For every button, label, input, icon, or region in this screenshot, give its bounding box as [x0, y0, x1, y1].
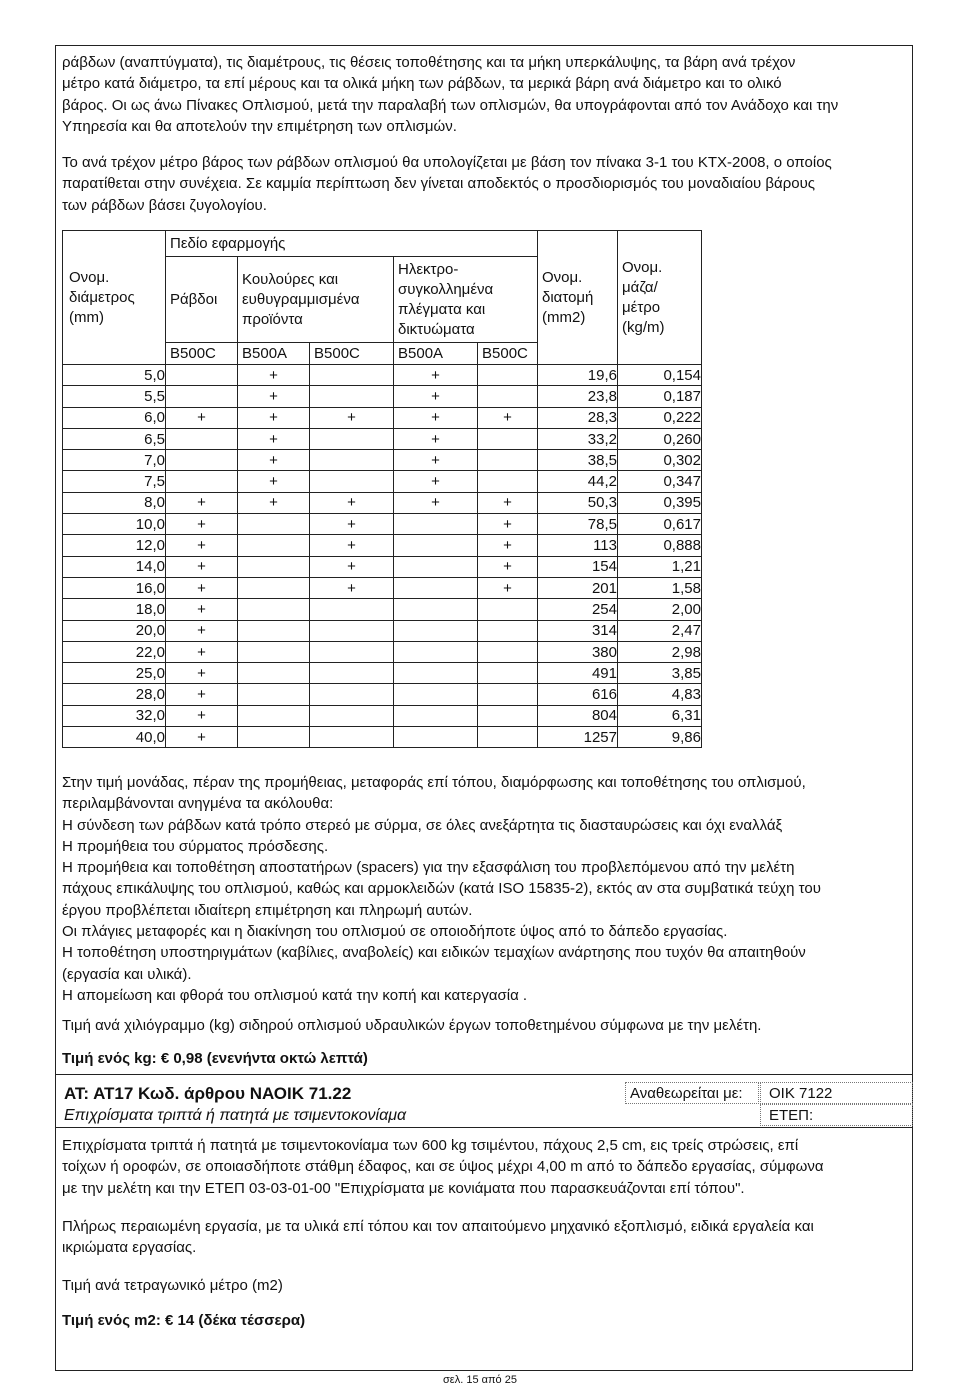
- table-cell: 16,0: [63, 577, 166, 598]
- unit-price-m2-text: Τιμή ανά τετραγωνικό μέτρο (m2): [62, 1277, 283, 1294]
- table-cell: [394, 556, 478, 577]
- table-cell: +: [238, 386, 310, 407]
- table-cell: 0,347: [618, 471, 702, 492]
- text-line: παρατίθεται στην συνέχεια. Σε καμμία περίπτωση δεν γίνεται αποδεκτός ο προσδιορισμός του μοναδιαίου βάρους: [62, 175, 816, 193]
- table-cell: +: [394, 428, 478, 449]
- table-cell: [394, 599, 478, 620]
- unit-price-kg-text: Τιμή ανά χιλιόγραμμο (kg) σιδηρού οπλισμού υδραυλικών έργων τοποθετημένου σύμφωνα με την μελέτη.: [62, 1017, 762, 1034]
- table-cell: [478, 386, 538, 407]
- text-line: έργου προβλέπεται ιδιαίτερη επιμέτρηση και πληρωμή αυτών.: [62, 901, 473, 919]
- table-cell: 50,3: [538, 492, 618, 513]
- table-cell: 28,0: [63, 684, 166, 705]
- text-line: Η προμήθεια του σύρματος πρόσδεσης.: [62, 837, 329, 855]
- table-cell: 0,222: [618, 407, 702, 428]
- table-cell: 78,5: [538, 514, 618, 535]
- divider: [55, 1127, 913, 1128]
- table-cell: 5,5: [63, 386, 166, 407]
- table-cell: +: [166, 684, 238, 705]
- table-cell: +: [394, 492, 478, 513]
- table-cell: 113: [538, 535, 618, 556]
- table-cell: 8,0: [63, 492, 166, 513]
- table-cell: [310, 705, 394, 726]
- table-cell: +: [166, 620, 238, 641]
- table-cell: 7,5: [63, 471, 166, 492]
- table-cell: +: [394, 365, 478, 386]
- table-cell: [310, 620, 394, 641]
- table-cell: 491: [538, 663, 618, 684]
- table-cell: [166, 386, 238, 407]
- table-cell: [478, 599, 538, 620]
- table-row: [63, 450, 702, 471]
- table-cell: [394, 535, 478, 556]
- header-mesh: Ηλεκτρο-συγκολλημένα πλέγματα και δικτυώματα: [394, 257, 538, 343]
- table-cell: 380: [538, 641, 618, 662]
- header-rods: Ράβδοι: [166, 257, 238, 343]
- table-cell: [394, 514, 478, 535]
- table-cell: 2,00: [618, 599, 702, 620]
- table-row: [63, 514, 702, 535]
- text-line: Στην τιμή μονάδας, πέραν της προμήθειας, μεταφοράς επί τόπου, διαμόρφωσης και τοποθέτησης του οπλισμού,: [62, 774, 806, 791]
- table-cell: 20,0: [63, 620, 166, 641]
- table-cell: 14,0: [63, 556, 166, 577]
- text-line: των ράβδων βάσει ζυγολογίου.: [62, 196, 267, 214]
- table-cell: 6,0: [63, 407, 166, 428]
- text-line: Το ανά τρέχον μέτρο βάρος των ράβδων οπλισμού θα υπολογίζεται με βάση τον πίνακα 3-1 του ΚΤΧ-2008, ο οποίος: [62, 154, 832, 171]
- table-cell: [166, 450, 238, 471]
- grade-label: B500C: [478, 343, 538, 365]
- table-cell: 7,0: [63, 450, 166, 471]
- table-cell: [478, 365, 538, 386]
- table-cell: [310, 727, 394, 748]
- table-row: [63, 663, 702, 684]
- table-cell: +: [166, 641, 238, 662]
- table-cell: [478, 727, 538, 748]
- table-row: [63, 599, 702, 620]
- table-cell: [310, 450, 394, 471]
- grade-label: B500A: [394, 343, 478, 365]
- text-line: με την μελέτη και την ΕΤΕΠ 03-03-01-00 "Επιχρίσματα με κονιάματα που παρασκευάζονται επί τόπου".: [62, 1179, 745, 1197]
- table-cell: +: [238, 428, 310, 449]
- table-cell: 1257: [538, 727, 618, 748]
- header-coils: Κουλούρες και ευθυγραμμισμένα προϊόντα: [238, 257, 394, 343]
- table-cell: [238, 620, 310, 641]
- table-row: [63, 365, 702, 386]
- table-cell: 6,5: [63, 428, 166, 449]
- table-cell: 19,6: [538, 365, 618, 386]
- complete-work-paragraph: [62, 1216, 902, 1259]
- text-line: πάχους επικάλυψης του οπλισμού, καθώς και αρμοκλειδών (κατά ISO 15835-2), εκτός αν στα συμβατικά τεύχη του: [62, 880, 821, 898]
- text-line: ικριώματα εργασίας.: [62, 1239, 197, 1257]
- table-cell: 0,154: [618, 365, 702, 386]
- table-cell: +: [166, 705, 238, 726]
- table-cell: [478, 705, 538, 726]
- table-cell: +: [478, 577, 538, 598]
- table-cell: [310, 386, 394, 407]
- page-number: σελ. 15 από 25: [443, 1374, 517, 1386]
- table-cell: [238, 727, 310, 748]
- table-cell: 0,617: [618, 514, 702, 535]
- revised-code: ΟΙΚ 7122: [760, 1082, 913, 1104]
- table-cell: [478, 641, 538, 662]
- text-line: (εργασία και υλικά).: [62, 965, 192, 983]
- table-cell: [310, 641, 394, 662]
- table-cell: +: [310, 577, 394, 598]
- table-cell: +: [166, 727, 238, 748]
- article-description: [62, 1135, 902, 1199]
- revised-label: Αναθεωρείται με:: [625, 1082, 759, 1104]
- text-line: Η προμήθεια και τοποθέτηση αποστατήρων (spacers) για την εξασφάλιση του προβλεπόμενου από την μελέτη: [62, 859, 795, 877]
- table-cell: [166, 428, 238, 449]
- table-cell: +: [166, 535, 238, 556]
- table-cell: [394, 684, 478, 705]
- table-cell: 0,260: [618, 428, 702, 449]
- table-cell: 12,0: [63, 535, 166, 556]
- table-cell: [238, 663, 310, 684]
- table-row: [63, 535, 702, 556]
- intro-paragraph: [62, 52, 902, 137]
- divider: [55, 1074, 913, 1075]
- table-cell: [478, 620, 538, 641]
- table-cell: +: [310, 492, 394, 513]
- table-cell: +: [166, 492, 238, 513]
- table-row: [63, 705, 702, 726]
- table-cell: 32,0: [63, 705, 166, 726]
- table-cell: 804: [538, 705, 618, 726]
- table-cell: [394, 641, 478, 662]
- table-row: [63, 727, 702, 748]
- table-cell: 33,2: [538, 428, 618, 449]
- table-cell: 28,3: [538, 407, 618, 428]
- table-cell: [238, 535, 310, 556]
- table-cell: [394, 577, 478, 598]
- text-line: βάρος. Οι ως άνω Πίνακες Οπλισμού, μετά την παραλαβή των οπλισμών, θα υπογράφονται από τον Ανάδοχο και την: [62, 96, 839, 114]
- price-kg: Τιμή ενός kg: € 0,98 (ενενήντα οκτώ λεπτά): [62, 1050, 368, 1067]
- table-cell: [238, 684, 310, 705]
- text-line: Οι πλάγιες μεταφορές και η διακίνηση του οπλισμού σε οποιοδήποτε ύψος από το δάπεδο εργασίας.: [62, 923, 728, 941]
- includes-paragraph: [62, 772, 902, 1006]
- table-row: [63, 641, 702, 662]
- table-cell: [478, 450, 538, 471]
- table-cell: [238, 556, 310, 577]
- text-line: Η απομείωση και φθορά του οπλισμού κατά την κοπή και κατεργασία .: [62, 986, 528, 1004]
- table-row: [63, 471, 702, 492]
- table-row: [63, 620, 702, 641]
- table-cell: 0,395: [618, 492, 702, 513]
- table-cell: +: [394, 407, 478, 428]
- text-line: Η σύνδεση των ράβδων κατά τρόπο στερεό με σύρμα, σε όλες ανεξάρτητα τις διασταυρώσεις και όχι εναλλάξ: [62, 816, 783, 834]
- table-cell: +: [166, 663, 238, 684]
- table-row: [63, 407, 702, 428]
- table-cell: +: [478, 492, 538, 513]
- table-cell: +: [238, 365, 310, 386]
- table-cell: [394, 663, 478, 684]
- table-cell: +: [478, 514, 538, 535]
- table-cell: +: [394, 471, 478, 492]
- header-scope: Πεδίο εφαρμογής: [166, 231, 538, 257]
- table-cell: +: [310, 514, 394, 535]
- table-row: [63, 556, 702, 577]
- etep-label: ΕΤΕΠ:: [760, 1104, 913, 1126]
- table-cell: 1,21: [618, 556, 702, 577]
- table-cell: 0,302: [618, 450, 702, 471]
- table-cell: 22,0: [63, 641, 166, 662]
- table-cell: +: [238, 450, 310, 471]
- table-cell: [238, 514, 310, 535]
- text-line: Επιχρίσματα τριπτά ή πατητά με τσιμεντοκονίαμα των 600 kg τσιμέντου, πάχους 2,5 cm, εις τρείς στρώσεις, επί: [62, 1137, 799, 1154]
- table-cell: 9,86: [618, 727, 702, 748]
- table-cell: 314: [538, 620, 618, 641]
- table-cell: 25,0: [63, 663, 166, 684]
- table-cell: 3,85: [618, 663, 702, 684]
- article-subtitle: Επιχρίσματα τριπτά ή πατητά με τσιμεντοκονίαμα: [64, 1107, 407, 1124]
- price-m2: Τιμή ενός m2: € 14 (δέκα τέσσερα): [62, 1312, 306, 1329]
- table-cell: [310, 471, 394, 492]
- table-cell: +: [238, 492, 310, 513]
- table-cell: +: [238, 407, 310, 428]
- table-cell: 0,187: [618, 386, 702, 407]
- header-section: Ονομ. διατομή (mm2): [538, 231, 618, 365]
- table-cell: +: [394, 450, 478, 471]
- table-cell: 0,888: [618, 535, 702, 556]
- table-row: [63, 684, 702, 705]
- grade-label: B500C: [310, 343, 394, 365]
- article-title: ΑΤ: ΑΤ17 Κωδ. άρθρου ΝΑΟΙΚ 71.22: [64, 1084, 352, 1103]
- table-cell: 44,2: [538, 471, 618, 492]
- table-cell: +: [166, 407, 238, 428]
- table-cell: [238, 599, 310, 620]
- table-cell: 4,83: [618, 684, 702, 705]
- table-cell: 1,58: [618, 577, 702, 598]
- table-row: [63, 492, 702, 513]
- table-cell: [478, 428, 538, 449]
- table-cell: [394, 705, 478, 726]
- table-cell: [238, 577, 310, 598]
- table-cell: +: [310, 407, 394, 428]
- table-cell: +: [478, 535, 538, 556]
- table-cell: [478, 471, 538, 492]
- table-cell: +: [394, 386, 478, 407]
- table-cell: [478, 663, 538, 684]
- table-cell: [166, 471, 238, 492]
- table-cell: 616: [538, 684, 618, 705]
- grade-label: B500A: [238, 343, 310, 365]
- table-cell: 10,0: [63, 514, 166, 535]
- table-cell: [310, 663, 394, 684]
- text-line: Η τοποθέτηση υποστηριγμάτων (καβίλιες, αναβολείς) και ειδικών τεμαχίων ανάρτησης που τυχόν θα απαιτηθούν: [62, 944, 806, 962]
- table-cell: +: [310, 556, 394, 577]
- table-cell: 5,0: [63, 365, 166, 386]
- table-cell: 154: [538, 556, 618, 577]
- table-row: [63, 577, 702, 598]
- table-cell: 201: [538, 577, 618, 598]
- table-cell: [238, 641, 310, 662]
- table-cell: +: [478, 556, 538, 577]
- table-cell: +: [310, 535, 394, 556]
- table-cell: [310, 428, 394, 449]
- table-cell: 18,0: [63, 599, 166, 620]
- table-cell: 6,31: [618, 705, 702, 726]
- table-cell: +: [238, 471, 310, 492]
- table-cell: 254: [538, 599, 618, 620]
- table-cell: [310, 599, 394, 620]
- text-line: ράβδων (αναπτύγματα), τις διαμέτρους, τις θέσεις τοποθέτησης και τα μήκη υπερκάλυψης, τα βάρη ανά τρέχον: [62, 54, 796, 71]
- table-cell: +: [166, 577, 238, 598]
- text-line: τοίχων ή οροφών, σε οποιασδήποτε στάθμη έδαφος, και σε ύψος μέχρι 4,00 m από το δάπεδο εργασίας, σύμφωνα: [62, 1158, 824, 1176]
- table-cell: +: [478, 407, 538, 428]
- grade-label: B500C: [166, 343, 238, 365]
- text-line: Πλήρως περαιωμένη εργασία, με τα υλικά επί τόπου και τον απαιτούμενο μηχανικό εξοπλισμό, ειδικά εργαλεία και: [62, 1218, 814, 1235]
- table-cell: 38,5: [538, 450, 618, 471]
- table-cell: [310, 684, 394, 705]
- header-mass: Ονομ. μάζα/ μέτρο (kg/m): [618, 231, 702, 365]
- table-cell: [238, 705, 310, 726]
- rebar-table: [62, 230, 702, 748]
- header-diameter: Ονομ. διάμετρος (mm): [63, 231, 166, 365]
- table-cell: [166, 365, 238, 386]
- text-line: Υπηρεσία και θα αποτελούν την επιμέτρηση των οπλισμών.: [62, 117, 457, 135]
- table-cell: +: [166, 514, 238, 535]
- table-cell: 2,47: [618, 620, 702, 641]
- table-cell: [394, 727, 478, 748]
- text-line: περιλαμβάνονται ανηγμένα τα ακόλουθα:: [62, 795, 334, 813]
- table-cell: 2,98: [618, 641, 702, 662]
- table-cell: 23,8: [538, 386, 618, 407]
- weight-paragraph: [62, 152, 902, 216]
- table-cell: +: [166, 556, 238, 577]
- table-cell: [310, 365, 394, 386]
- table-row: [63, 428, 702, 449]
- table-cell: +: [166, 599, 238, 620]
- table-cell: [478, 684, 538, 705]
- table-row: [63, 386, 702, 407]
- table-cell: [394, 620, 478, 641]
- table-cell: 40,0: [63, 727, 166, 748]
- text-line: μέτρο κατά διάμετρο, τα επί μέρους και τα ολικά μήκη των ράβδων, τα μερικά βάρη ανά διάμετρο και το ολικό: [62, 75, 782, 93]
